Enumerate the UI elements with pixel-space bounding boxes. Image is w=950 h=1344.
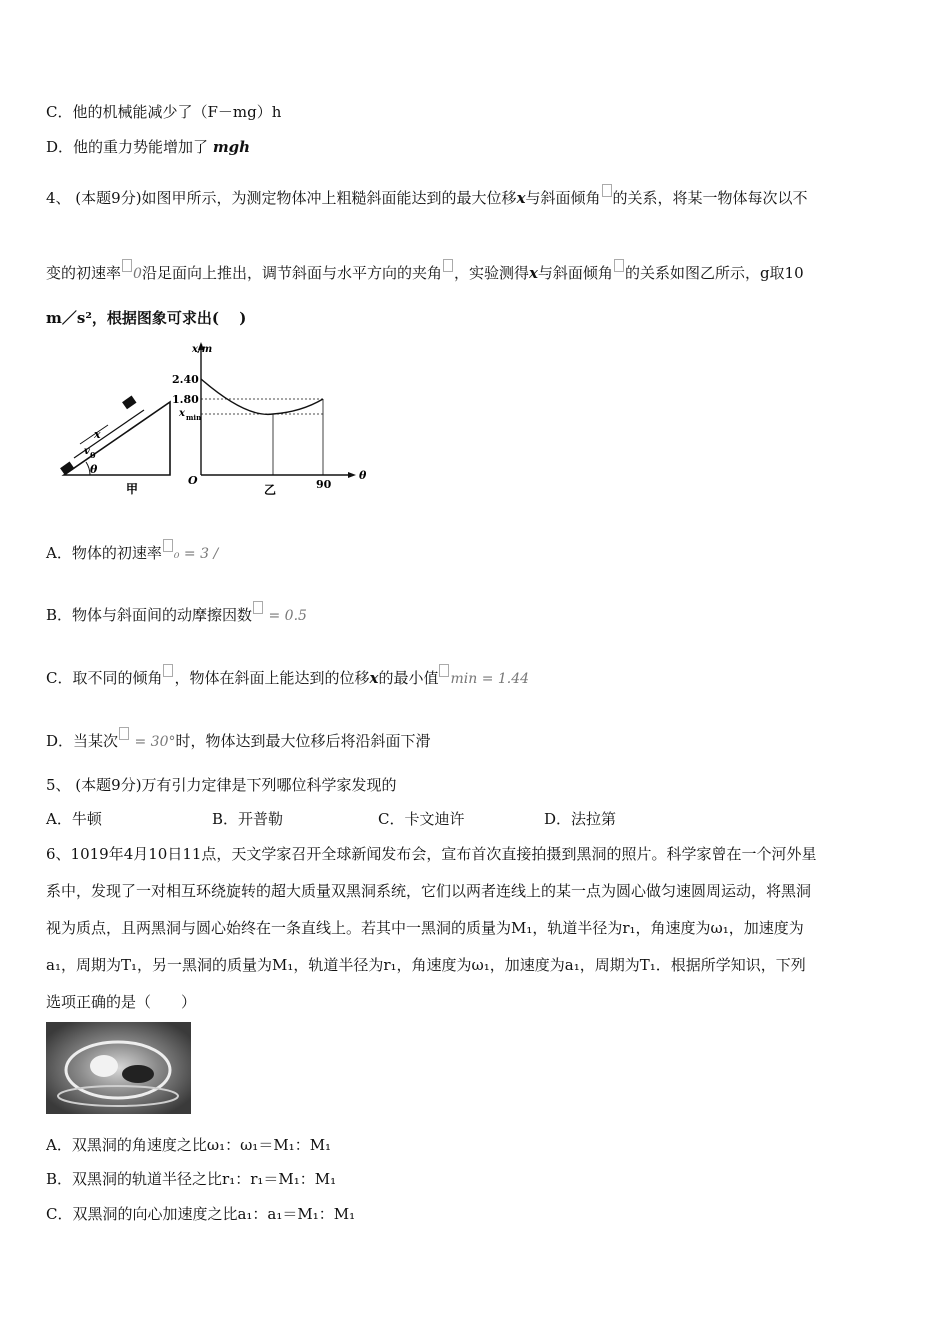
q4-opt-a-text: A．物体的初速率 — [46, 544, 162, 562]
y-tick-xmin: x — [179, 408, 185, 419]
theta-placeholder — [602, 184, 612, 197]
q5-option-b: B．开普勒 — [212, 810, 284, 828]
q4-l2a: 变的初速率 — [46, 264, 122, 282]
q4-l1c: 的关系，将某一物体每次以不 — [612, 189, 808, 207]
theta-placeholder — [614, 259, 624, 272]
q4-opt-b-math: = 0.5 — [264, 608, 307, 624]
incline-v-sub: 0 — [90, 450, 96, 460]
q6-stem-line5: 选项正确的是（ ） — [46, 993, 197, 1011]
incline-diagram — [61, 397, 170, 475]
theta-placeholder — [119, 727, 129, 740]
v-placeholder — [122, 259, 132, 272]
black-hole-photo — [46, 1022, 191, 1114]
q4-l1b: 与斜面倾角 — [525, 189, 601, 207]
q4-opt-a-math: ₀ = 3 / — [173, 546, 219, 562]
block-top — [123, 397, 135, 408]
graph — [198, 342, 356, 478]
q3-option-d-var: mgh — [212, 138, 251, 156]
theta-placeholder — [443, 259, 453, 272]
q3-option-c: C．他的机械能减少了（F－mg）h — [46, 103, 282, 121]
q4-l1-var: x — [516, 189, 526, 207]
q4-opt-c-a: C．取不同的倾角 — [46, 669, 163, 687]
block-bottom — [61, 463, 73, 474]
q5-option-d: D．法拉第 — [544, 810, 617, 828]
incline-theta-label: θ — [90, 463, 98, 476]
q4-opt-d-a: D．当某次 — [46, 732, 119, 750]
q6-option-b: B．双黑洞的轨道半径之比r₁：r₁＝M₁：M₁ — [46, 1170, 337, 1188]
q4-l1a: 4、 (本题9分)如图甲所示，为测定物体冲上粗糙斜面能达到的最大位移 — [46, 189, 517, 207]
q5-stem: 5、 (本题9分)万有引力定律是下列哪位科学家发现的 — [46, 776, 397, 794]
q6-stem-line4: a₁，周期为T₁，另一黑洞的质量为M₁，轨道半径为r₁，角速度为ω₁，加速度为a₁，周期为T₁．根据所学知识，下列 — [46, 956, 806, 974]
x-theta-curve — [201, 379, 323, 414]
q4-opt-c-c: 的最小值 — [378, 669, 439, 687]
q4-l2b: 沿足面向上推出，调节斜面与水平方向的夹角 — [141, 264, 442, 282]
incline-v-label: v — [84, 446, 90, 457]
q3-option-d-text: D．他的重力势能增加了 — [46, 138, 209, 156]
y-tick-xmin-sub: min — [186, 413, 202, 422]
y-axis-label: x/m — [192, 344, 213, 355]
q6-stem-line3: 视为质点，且两黑洞与圆心始终在一条直线上。若其中一黑洞的质量为M₁，轨道半径为r₁，角速度为ω₁，加速度为 — [46, 919, 804, 937]
theta-placeholder — [163, 664, 173, 677]
q4-opt-c-b: ，物体在斜面上能达到的位移 — [174, 669, 370, 687]
v-placeholder — [163, 539, 173, 552]
q4-opt-c-math: min = 1.44 — [450, 671, 530, 687]
q4-opt-c-var: x — [369, 669, 379, 687]
q5-option-a: A．牛顿 — [46, 810, 102, 828]
q4-l2-v0: 0 — [133, 266, 142, 282]
x-placeholder — [439, 664, 449, 677]
q6-option-c: C．双黑洞的向心加速度之比a₁：a₁＝M₁：M₁ — [46, 1205, 356, 1223]
incline-x-label: x — [94, 428, 101, 441]
q4-stem-line2 — [46, 259, 804, 284]
q4-opt-b-text: B．物体与斜面间的动摩擦因数 — [46, 606, 253, 624]
q4-option-b — [46, 601, 307, 626]
q4-l2-var: x — [528, 264, 538, 282]
q4-stem-line1 — [46, 184, 808, 208]
q4-option-c — [46, 664, 529, 689]
q4-figure — [56, 340, 366, 500]
y-tick-2.40: 2.40 — [172, 373, 199, 386]
q4-stem-line3: m／s²，根据图象可求出( ) — [46, 309, 247, 327]
q4-l2d: 与斜面倾角 — [537, 264, 613, 282]
origin-label: O — [188, 474, 198, 487]
q6-stem-line2: 系中，发现了一对相互环绕旋转的超大质量双黑洞系统，它们以两者连线上的某一点为圆心做匀速圆周运动，将黑洞 — [46, 882, 812, 900]
caption-yi: 乙 — [264, 483, 277, 497]
x-axis-arrow — [348, 472, 356, 478]
q6-option-a: A．双黑洞的角速度之比ω₁：ω₁＝M₁：M₁ — [46, 1136, 332, 1154]
q4-opt-d-b: 时，物体达到最大位移后将沿斜面下滑 — [175, 732, 431, 750]
y-tick-1.80: 1.80 — [172, 393, 199, 406]
q4-l2e: 的关系如图乙所示，g取10 — [624, 264, 804, 282]
q4-opt-d-math: = 30° — [130, 734, 176, 750]
q4-option-d — [46, 727, 431, 752]
q5-option-c: C．卡文迪许 — [378, 810, 465, 828]
x-tick-90: 90 — [316, 478, 332, 491]
q4-option-a — [46, 539, 218, 564]
incline-triangle — [64, 402, 170, 475]
q3-option-d — [46, 137, 250, 157]
q4-l2c: ，实验测得 — [453, 264, 529, 282]
q6-stem-line1: 6、1019年4月10日11点，天文学家召开全球新闻发布会，宣布首次直接拍摄到黑洞的照片。科学家曾在一个河外星 — [46, 845, 817, 863]
x-axis-label: θ — [359, 469, 366, 482]
caption-jia: 甲 — [126, 482, 139, 496]
mu-placeholder — [253, 601, 263, 614]
